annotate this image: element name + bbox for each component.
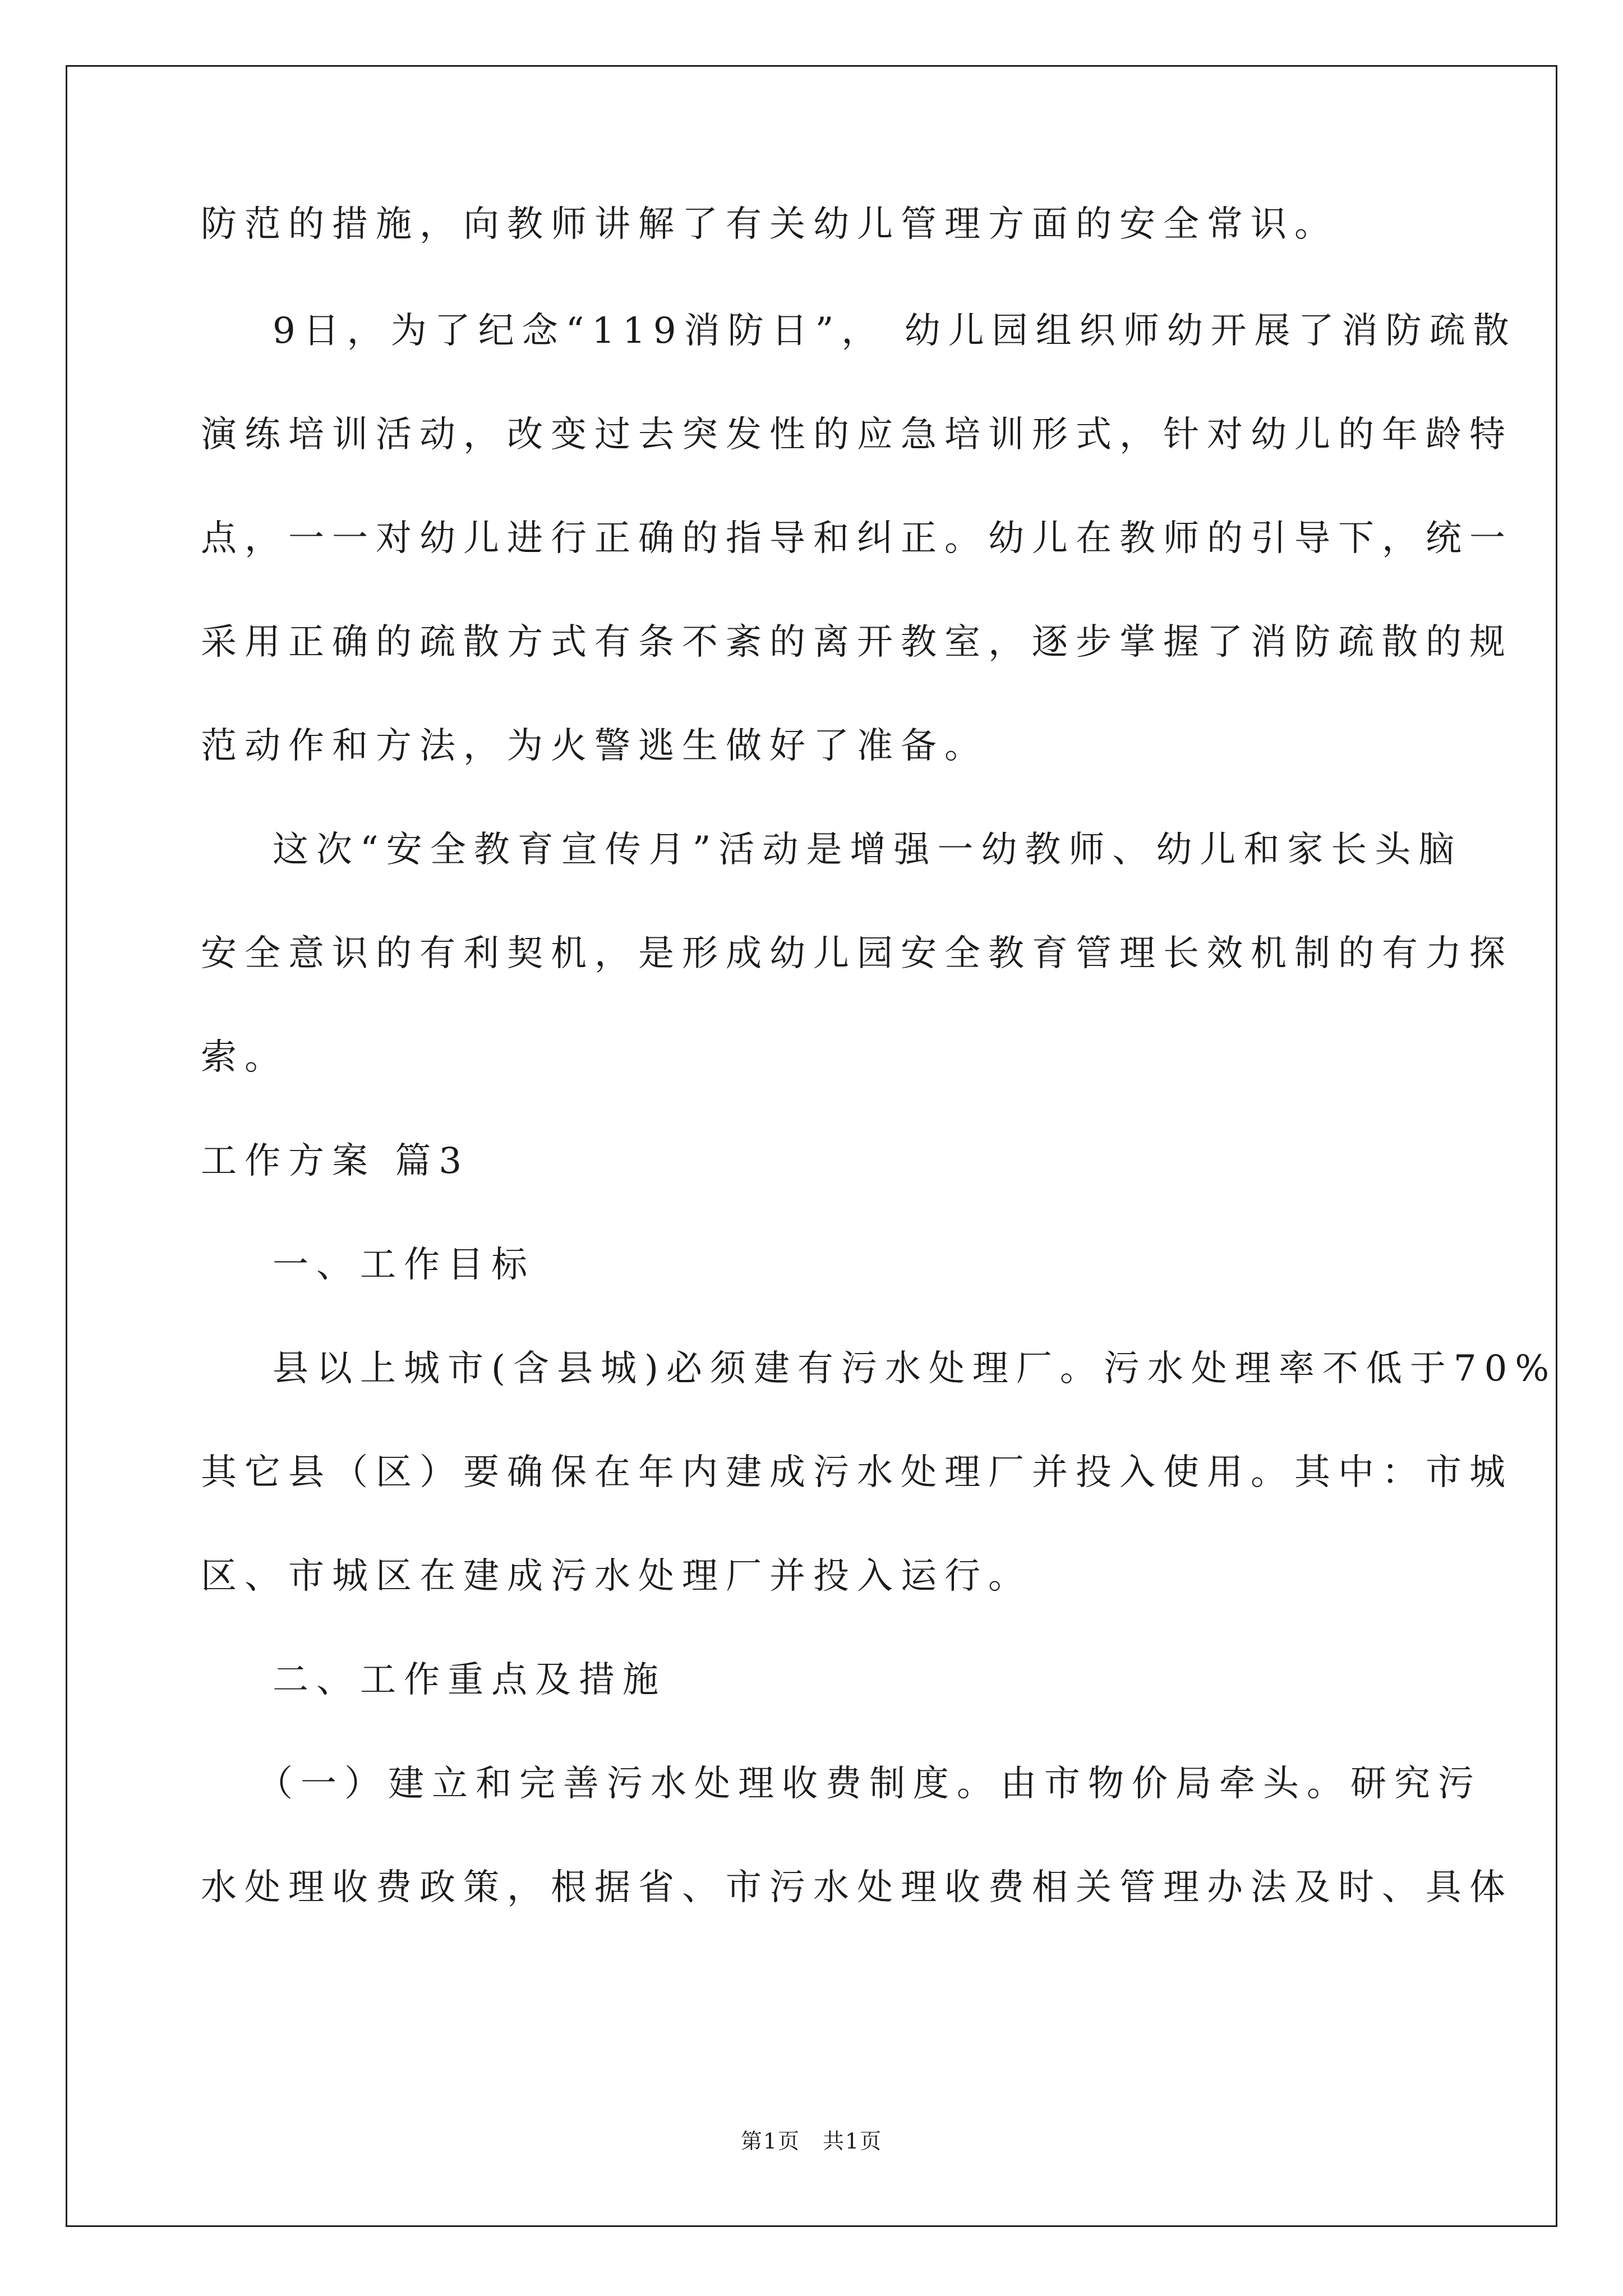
paragraph-line: 采用正确的疏散方式有条不紊的离开教室，逐步掌握了消防疏散的规 — [201, 622, 1513, 663]
paragraph-line: 区、市城区在建成污水处理厂并投入运行。 — [201, 1556, 1032, 1597]
paragraph-line: （一）建立和完善污水处理收费制度。由市物价局牵头。研究污 — [257, 1763, 1482, 1805]
paragraph-line: 安全意识的有利契机，是形成幼儿园安全教育管理长效机制的有力探 — [201, 933, 1513, 974]
paragraph-line: 演练培训活动，改变过去突发性的应急培训形式，针对幼儿的年龄特 — [201, 414, 1513, 455]
paragraph-line: 其它县（区）要确保在年内建成污水处理厂并投入使用。其中：市城 — [201, 1452, 1513, 1493]
paragraph-line: 防范的措施，向教师讲解了有关幼儿管理方面的安全常识。 — [201, 204, 1338, 245]
page-footer: 第1页 共1页 — [740, 2129, 883, 2154]
section-heading: 工作方案 篇3 — [201, 1140, 470, 1182]
paragraph-line: 9日，为了纪念“119消防日”， 幼儿园组织师幼开展了消防疏散 — [273, 310, 1517, 352]
subsection-heading: 二、工作重点及措施 — [273, 1659, 666, 1701]
paragraph-line: 水处理收费政策，根据省、市污水处理收费相关管理办法及时、具体 — [201, 1867, 1513, 1908]
subsection-heading: 一、工作目标 — [273, 1244, 535, 1286]
paragraph-line: 这次“安全教育宣传月”活动是增强一幼教师、幼儿和家长头脑 — [273, 829, 1463, 871]
paragraph-line: 县以上城市(含县城)必须建有污水处理厂。污水处理率不低于70% — [273, 1348, 1557, 1389]
paragraph-line: 范动作和方法，为火警逃生做好了准备。 — [201, 725, 988, 767]
paragraph-line: 点，一一对幼儿进行正确的指导和纠正。幼儿在教师的引导下，统一 — [201, 518, 1513, 559]
paragraph-line: 索。 — [201, 1037, 288, 1078]
